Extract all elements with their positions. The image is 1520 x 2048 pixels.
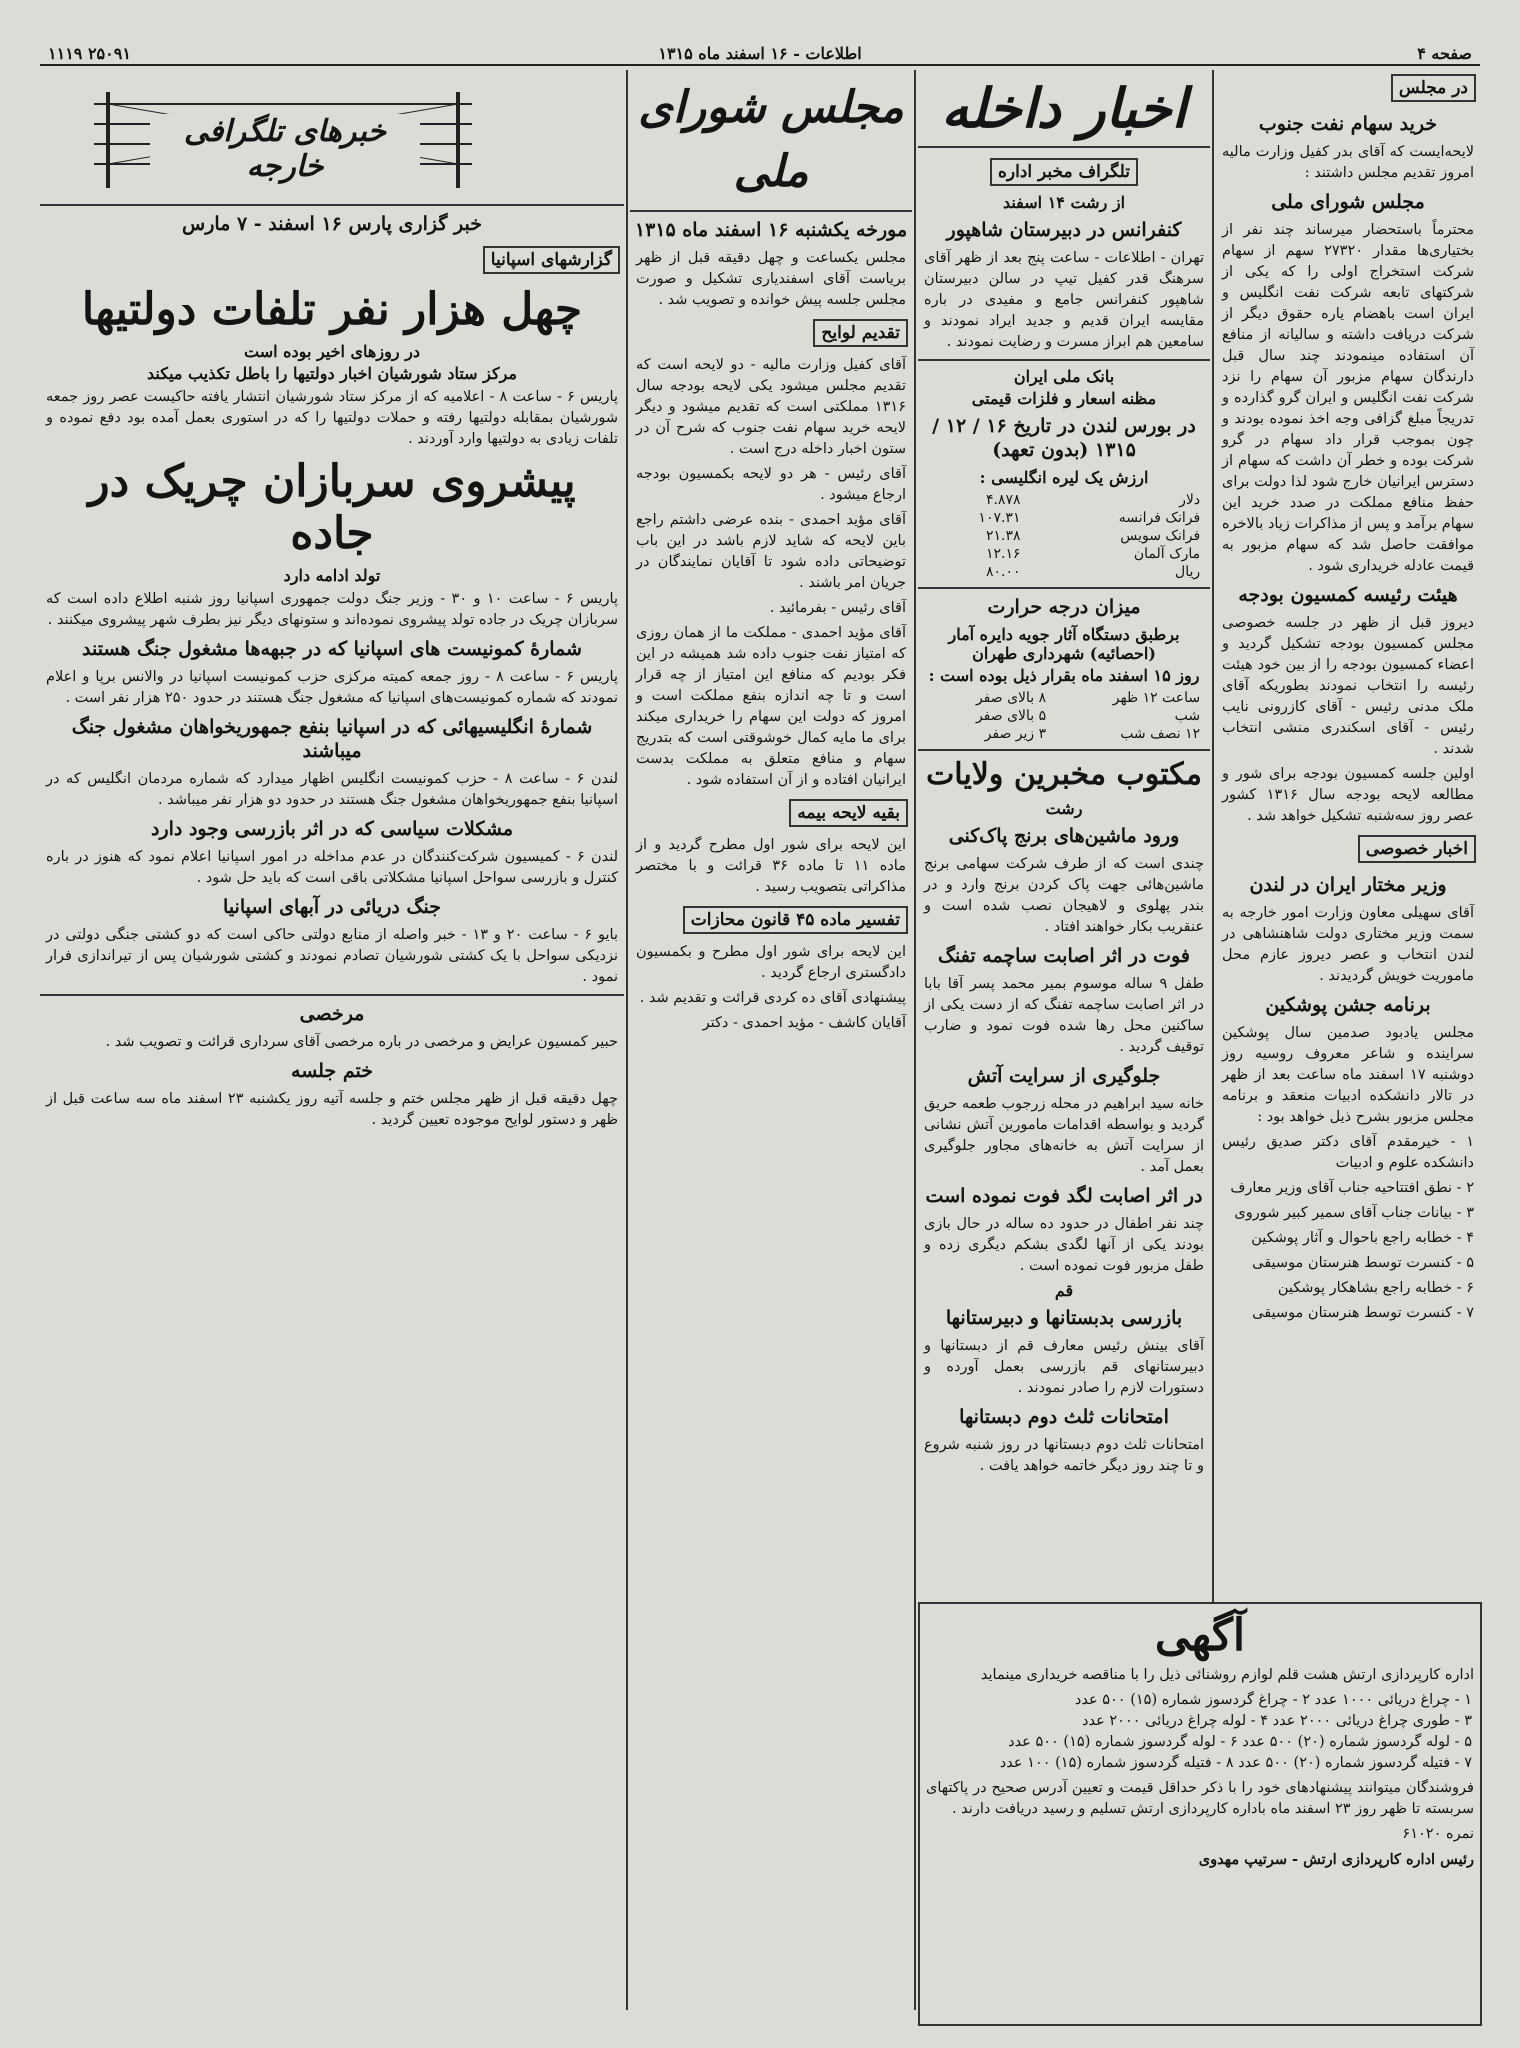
article-text: محترماً باستحضار میرساند چند نفر از بختیاری‌ها مقدار ۲۷۳۲۰ سهم از سهام شرکت استخراج اولی را که یکی از شرکتهای تابعه شرکت نفت انگلیس و ایران است باهضام یاره حقوق دیگر از شرکت دریافت داشته و سالیانه از منافع آن استفاده مینمودند چند سال قبل دارندگان سهام مزبور آن سهام را نزد شرکت نفت انگلیس و ایران گرو گذارده و تدریجاً مبلغ گزافی وجه اخذ نموده بودند و چون بموجب قرار داد سهام در گرو شرکت بوده و خطر آن داشت که سهام از دسترس ایرانیان خارج شود لذا دولت برای حفظ منافع مملکت در صدد خرید این سهام برآمد و پس از مذاکرات زیاد بالاخره موافقت حاصل شد که سهام مزبور به قیمت عادله خریداری شود .	[1222, 222, 1474, 574]
divider	[40, 994, 624, 996]
headline: مشکلات سیاسی که در اثر بازرسی وجود دارد	[150, 818, 514, 840]
issue-number: ۲۵۰۹۱ ۱۱۱۹	[48, 44, 131, 63]
subheadline: تولد ادامه دارد	[283, 566, 381, 585]
program-item: ۱ - خیرمقدم آقای دکتر صدیق رئیس دانشکده علوم و ادبیات	[1222, 1134, 1474, 1171]
list-item: ۱ - چراغ دریائی ۱۰۰۰ عدد ۲ - چراغ گردسوز شماره (۱۵) ۵۰۰ عدد	[1074, 1692, 1472, 1708]
subheadline: در روزهای اخیر بوده است	[244, 342, 420, 361]
article-text: لایحه‌ایست که آقای بدر کفیل وزارت مالیه امروز تقدیم مجلس داشتند :	[1222, 144, 1474, 181]
banner-area	[40, 70, 624, 198]
section-box-spain: گزارشهای اسپانیا	[483, 246, 620, 274]
headline: ختم جلسه	[291, 1060, 373, 1082]
provinces-title: مکتوب مخبرین ولایات	[926, 757, 1202, 792]
divider	[918, 359, 1210, 361]
article-text: طفل ۹ ساله موسوم بمیر محمد پسر آقا بابا در اثر اصابت ساچمه تفنگ که از دست یکی از ساکنین محل رها شده فوت نمود و ضارب توقیف گردید .	[924, 976, 1205, 1055]
rate-value: ۱۰۷.۳۱	[978, 510, 1021, 526]
section-box-private: اخبار خصوصی	[1358, 835, 1476, 863]
temp-value: ۳ زیر صفر	[984, 726, 1047, 742]
article-text: دیروز قبل از ظهر در جلسه خصوصی مجلس کمسیون بودجه تشکیل گردید و اعضاء کمسیون بودجه را از بین خود هیئت رئیسه را انتخاب نمودند بطوریکه آقای ملک مدنی رئیس - آقای کازرونی نایب رئیس - آقای اسکندری منشی انتخاب شدند .	[1222, 615, 1474, 757]
temp-value: ۵ بالای صفر	[975, 708, 1047, 724]
masthead-date: اطلاعات - ۱۶ اسفند ماه ۱۳۱۵	[658, 44, 862, 63]
divider	[630, 210, 912, 212]
table-row	[924, 707, 1204, 725]
headline: در اثر اصابت لگد فوت نموده است	[925, 1185, 1203, 1207]
headline-main: پیشروی سربازان چریک در جاده	[88, 456, 576, 559]
program-item: ۶ - خطابه راجع بشاهکار پوشکین	[1277, 1280, 1474, 1296]
headline: خرید سهام نفت جنوب	[1258, 113, 1438, 135]
divider	[918, 587, 1210, 589]
article-text: آقای سهیلی معاون وزارت امور خارجه به سمت وزیر مختاری دولت شاهنشاهی در لندن انتخاب و عصر دیروز عازم محل ماموریت خویش گردیدند .	[1222, 905, 1474, 984]
rate-name: مارک آلمان	[1133, 546, 1201, 562]
temperature-table	[924, 689, 1204, 743]
headline: مرخصی	[299, 1003, 365, 1025]
article-text: پاریس ۶ - ساعت ۱۰ و ۳۰ - وزیر جنگ دولت جمهوری اسپانیا روز شنبه اطلاع داده است که سربازان چریک در جاده تولد پیشروی نموده‌اند و ستونهای دیگر نیز بطرف شهر پیشروی میکنند .	[46, 591, 618, 628]
article-text: چهل دقیقه قبل از ظهر مجلس ختم و جلسه آتیه روز یکشنبه ۲۳ اسفند ماه سه ساعت قبل از ظهر و دستور لوایح موجوده تعیین گردید .	[46, 1091, 618, 1128]
temp-time: ۱۲ نصف شب	[1120, 726, 1201, 742]
program-item: ۲ - نطق افتتاحیه جناب آقای وزیر معارف	[1230, 1180, 1474, 1196]
ad-items	[928, 1690, 1472, 1774]
headline: مجلس شورای ملی	[1271, 191, 1425, 213]
article-text: آقای مؤید احمدی - مملکت ما از همان روزی که امتیاز نفت جنوب داده شد همیشه در این فکر بودیم که منافع این امتیاز از چه قرار است و تا چه اندازه بنفع مملکت است و امروز که دولت این سهام را خریداری میکند برای ما مایه کمال خوشوقتی است که بتدریج سهام و منافع متعلق به مملکت بدست ایرانیان افتاده و از آن استفاده شود .	[636, 625, 906, 788]
rate-name: فرانک فرانسه	[1118, 510, 1201, 526]
headline: هیئت رئیسه کمسیون بودجه	[1238, 584, 1458, 606]
rate-value: ۲۱.۳۸	[985, 528, 1021, 544]
section-box: بقیه لایحه بیمه	[789, 799, 908, 827]
city-label: رشت	[1045, 799, 1083, 818]
ad-signature: رئیس اداره کارپردازی ارتش - سرتیپ مهدوی	[1198, 1851, 1474, 1868]
article-text: آقای بینش رئیس معارف قم از دبستانها و دبیرستانهای قم بازرسی بعمل آورده و دستورات لازم را صادر نمودند .	[924, 1338, 1204, 1396]
article-text: پاریس ۶ - ساعت ۸ - اعلامیه که از مرکز ستاد شورشیان انتشار یافته حاکیست عصر روز جمعه شورشیان بمقابله دولتیها رفته و حملات دولتیها را که در استوری بعمل آمده بود دفع نموده و تلفات زیادی به دولتیها وارد آوردند .	[46, 389, 618, 447]
article-text: لندن ۶ - ساعت ۸ - حزب کمونیست انگلیس اظهار میدارد که شماره مردمان انگلیس که در اسپانیا بنفع جمهوریخواهان مشغول جنگ هستند در حدود دو هزار نفر میباشد .	[46, 771, 618, 808]
subheadline: مرکز ستاد شورشیان اخبار دولتیها را باطل تکذیب میکند	[147, 364, 517, 383]
ad-title: آگهی	[1154, 1610, 1246, 1661]
column-rule	[914, 70, 916, 2010]
headline-main: چهل هزار نفر تلفات دولتیها	[81, 284, 583, 335]
rate-name: دلار	[1179, 492, 1201, 508]
program-item: ۴ - خطابه راجع باحوال و آثار پوشکین	[1251, 1230, 1474, 1246]
headline: فوت در اثر اصابت ساچمه تفنگ	[938, 945, 1190, 967]
article-text: این لایحه برای شور اول مطرح گردید و از ماده ۱۱ تا ماده ۳۶ قرائت و با مختصر مذاکراتی بتصویب رسید .	[636, 837, 906, 895]
section-box: تفسیر ماده ۴۵ قانون محازات	[683, 906, 908, 934]
signatures: آقایان کاشف - مؤید احمدی - دکتر	[702, 1015, 906, 1031]
article-text: آقای رئیس - بفرمائید .	[769, 600, 906, 616]
article-text: پیشنهادی آقای ده کردی قرائت و تقدیم شد .	[639, 990, 906, 1006]
headline: وزیر مختار ایران در لندن	[1249, 874, 1447, 896]
divider	[40, 204, 624, 206]
headline: جلوگیری از سرایت آتش	[967, 1065, 1161, 1087]
column-majles	[630, 70, 912, 2010]
temp-time: ساعت ۱۲ ظهر	[1112, 690, 1201, 706]
article-text: بایو ۶ - ساعت ۲۰ و ۱۳ - خبر واصله از منابع دولتی حاکی است که دو کشتی جنگی دولتی در نزدیکی سواحل با یک کشتی شورشیان تصادم نمودند و کشتی شورشیان پس از تیراندازی فرار نمود .	[46, 927, 618, 985]
article-text: این لایحه برای شور اول مطرح و بکمسیون دادگستری ارجاع گردید .	[636, 944, 906, 981]
article-text: اولین جلسه کمسیون بودجه برای شور و مطالعه لایحه بودجه سال ۱۳۱۶ کشور عصر روز سه‌شنبه تشکیل خواهد شد .	[1222, 766, 1474, 824]
temperature-note: روز ۱۵ اسفند ماه بقرار ذیل بوده است :	[928, 666, 1200, 685]
rate-value: ۱۲.۱۶	[985, 546, 1021, 562]
headline: بازرسی بدبستانها و دبیرستانها	[945, 1307, 1183, 1329]
table-row	[924, 491, 1204, 509]
article-text: آقای رئیس - هر دو لایحه بکمسیون بودجه ارجاع میشود .	[636, 466, 906, 503]
banner-title: خبرهای تلگرافی خارجه	[150, 114, 420, 184]
headline: کنفرانس در دبیرستان شاهپور	[946, 219, 1182, 241]
program-item: ۳ - بیانات جناب آقای سمیر کبیر شوروی	[1234, 1205, 1474, 1221]
headline: شمارهٔ انگلیسیهائی که در اسپانیا بنفع جمهوریخواهان مشغول جنگ میباشند	[71, 716, 593, 762]
divider	[918, 749, 1210, 751]
rate-name: ریال	[1175, 564, 1201, 580]
list-item: ۷ - فتیله گردسوز شماره (۲۰) ۵۰۰ عدد ۸ - فتیله گردسوز شماره (۱۵) ۱۰۰ عدد	[999, 1755, 1472, 1771]
temp-value: ۸ بالای صفر	[975, 690, 1047, 706]
session-date: مورخه یکشنبه ۱۶ اسفند ماه ۱۳۱۵	[634, 219, 908, 241]
section-box-majles: در مجلس	[1391, 74, 1476, 102]
temp-time: شب	[1174, 708, 1201, 724]
temperature-subtitle: برطبق دستگاه آثار جویه دایره آمار (احصائیه) شهرداری طهران	[948, 625, 1180, 663]
temperature-headline: میزان درجه حرارت	[987, 596, 1141, 618]
column-foreign-news	[40, 70, 624, 2010]
program-item: ۷ - کنسرت توسط هنرستان موسیقی	[1252, 1305, 1474, 1321]
city-label: قم	[1054, 1281, 1074, 1300]
bank-subtitle: مظنه اسعار و فلزات قیمتی	[971, 389, 1157, 408]
column-rule	[626, 70, 628, 2010]
headline: شمارهٔ کمونیست های اسپانیا که در جبهه‌ها مشغول جنگ هستند	[82, 638, 582, 660]
agency-line: خبر گزاری پارس ۱۶ اسفند - ۷ مارس	[182, 213, 482, 235]
article-text: مجلس یادبود صدمین سال پوشکین سراینده و شاعر معروف روسیه روز دوشنبه ۱۷ اسفند ماه ساعت بعد از ظهر در تالار دانشکده ادبیات منعقد و برنامه مجلس مزبور بشرح ذیل خواهد بود :	[1222, 1025, 1474, 1125]
table-row	[924, 689, 1204, 707]
advertisement	[918, 1602, 1482, 2026]
section-box-telegraph: تلگراف مخبر اداره	[990, 158, 1138, 186]
article-text: خانه سید ابراهیم در محله زرجوب طعمه حریق گردید و بواسطه اقدامات مامورین آتش نشانی از سرایت آتش به خانه‌های مجاور جلوگیری بعمل آمد .	[924, 1096, 1204, 1175]
article-text: آقای کفیل وزارت مالیه - دو لایحه است که تقدیم مجلس میشود یکی لایحه بودجه سال ۱۳۱۶ مملکتی است که تقدیم میشود و دیگر لایحه خرید سهام نفت جنوب که شرح آن در ستون اخبار داخله درج است .	[636, 357, 906, 457]
ad-intro: اداره کارپردازی ارتش هشت قلم لوازم روشنائی ذیل را با مناقصه خریداری مینماید	[980, 1667, 1474, 1683]
page-number: صفحه ۴	[1417, 44, 1472, 63]
article-text: مجلس یکساعت و چهل دقیقه قبل از ظهر بریاست آقای اسفندیاری تشکیل و صورت مجلس جلسه پیش خوانده و تصویب شد .	[636, 250, 906, 308]
article-text: چندی است که از طرف شرکت سهامی برنج ماشین‌هائی جهت پاک کردن برنج وارد و در بندر پهلوی و لاهیجان نصب شده است و عنقریب بکار خواهند افتاد .	[924, 856, 1204, 935]
bank-title: بانک ملی ایران	[1013, 367, 1115, 386]
article-text: پاریس ۶ - ساعت ۸ - روز جمعه کمیته مرکزی حزب کمونیست اسپانیا در والانس برپا و اعلام نمودند که شماره کمونیست‌های اسپانیا که مشغول جنگ هستند در حدود ۲۵۰ هزار نفر است .	[46, 669, 618, 706]
ad-sign-number: نمره ۶۱۰۲۰	[1402, 1826, 1474, 1842]
list-item: ۵ - لوله گردسوز شماره (۲۰) ۵۰۰ عدد ۶ - لوله گردسوز شماره (۱۵) ۵۰۰ عدد	[1008, 1734, 1472, 1750]
exchange-rates-table	[924, 491, 1204, 581]
article-text: چند نفر اطفال در حدود ده ساله در حال بازی بودند یکی از آنها لگدی بشکم دیگری زده و طفل مزبور فوت نموده است .	[924, 1216, 1204, 1274]
list-item: ۳ - طوری چراغ دریائی ۲۰۰۰ عدد ۴ - لوله چراغ دریائی ۲۰۰۰ عدد	[1082, 1713, 1472, 1729]
section-box: تقدیم لوایح	[813, 319, 908, 347]
headline: امتحانات ثلث دوم دبستانها	[959, 1406, 1169, 1428]
headline: ورود ماشین‌های برنج پاک‌کنی	[948, 825, 1180, 847]
rate-value: ۴.۸۷۸	[985, 492, 1021, 508]
table-row	[924, 509, 1204, 527]
table-row	[924, 527, 1204, 545]
divider	[918, 146, 1210, 148]
bank-headline-2: ارزش یک لیره انگلیسی :	[979, 468, 1149, 487]
rate-value: ۸۰.۰۰	[985, 564, 1021, 580]
article-text: لندن ۶ - کمیسیون شرکت‌کنندگان در عدم مداخله در امور اسپانیا اعلام نمود که هنوز در باره کنترل و بازرسی سواحل اسپانیا مشکلاتی باقی است که باید حل شود .	[46, 849, 618, 886]
article-text: آقای مؤید احمدی - بنده عرضی داشتم راجع باین لایحه که شاید لازم باشد در این باب توضیحاتی داده شود تا آقایان نمایندگان در جریان امر باشند .	[636, 512, 906, 591]
table-row	[924, 545, 1204, 563]
bank-headline: در بورس لندن در تاریخ ۱۶ / ۱۲ / ۱۳۱۵ (بدون تعهد)	[932, 415, 1196, 461]
dateline: از رشت ۱۴ اسفند	[1002, 193, 1126, 212]
table-row	[924, 563, 1204, 581]
headline: جنگ دریائی در آبهای اسپانیا	[223, 896, 441, 918]
ad-body: فروشندگان میتوانند پیشنهادهای خود را با ذکر حداقل قیمت و تعیین آدرس صحیح در پاکتهای سربسته تا ظهر روز ۲۳ اسفند ماه باداره کارپردازی ارتش تسلیم و رسید دریافت دارند .	[926, 1780, 1474, 1817]
headline: برنامه جشن پوشکین	[1265, 994, 1431, 1016]
section-title-domestic: اخبار داخله	[941, 76, 1187, 140]
table-row	[924, 725, 1204, 743]
rate-name: فرانک سویس	[1120, 528, 1201, 544]
program-item: ۵ - کنسرت توسط هنرستان موسیقی	[1252, 1255, 1474, 1271]
article-text: تهران - اطلاعات - ساعت پنج بعد از ظهر آقای سرهنگ قدر کفیل تیپ در سالن دبیرستان شاهپور کنفرانس جامع و مفیدی در باره مقایسه ایران قدیم و جدید ایراد نمودند و سامعین هم ابراز مسرت و رضایت نمودند .	[924, 250, 1204, 350]
page-header	[40, 44, 1480, 66]
section-title-majles: مجلس شورای ملی	[638, 82, 904, 197]
article-text: امتحانات ثلث دوم دبستانها در روز شنبه شروع و تا چند روز دیگر خاتمه خواهد یافت .	[924, 1437, 1204, 1474]
article-text: حبیر کمسیون عرایض و مرخصی در باره مرخصی آقای سرداری قرائت و تصویب شد .	[105, 1034, 618, 1050]
